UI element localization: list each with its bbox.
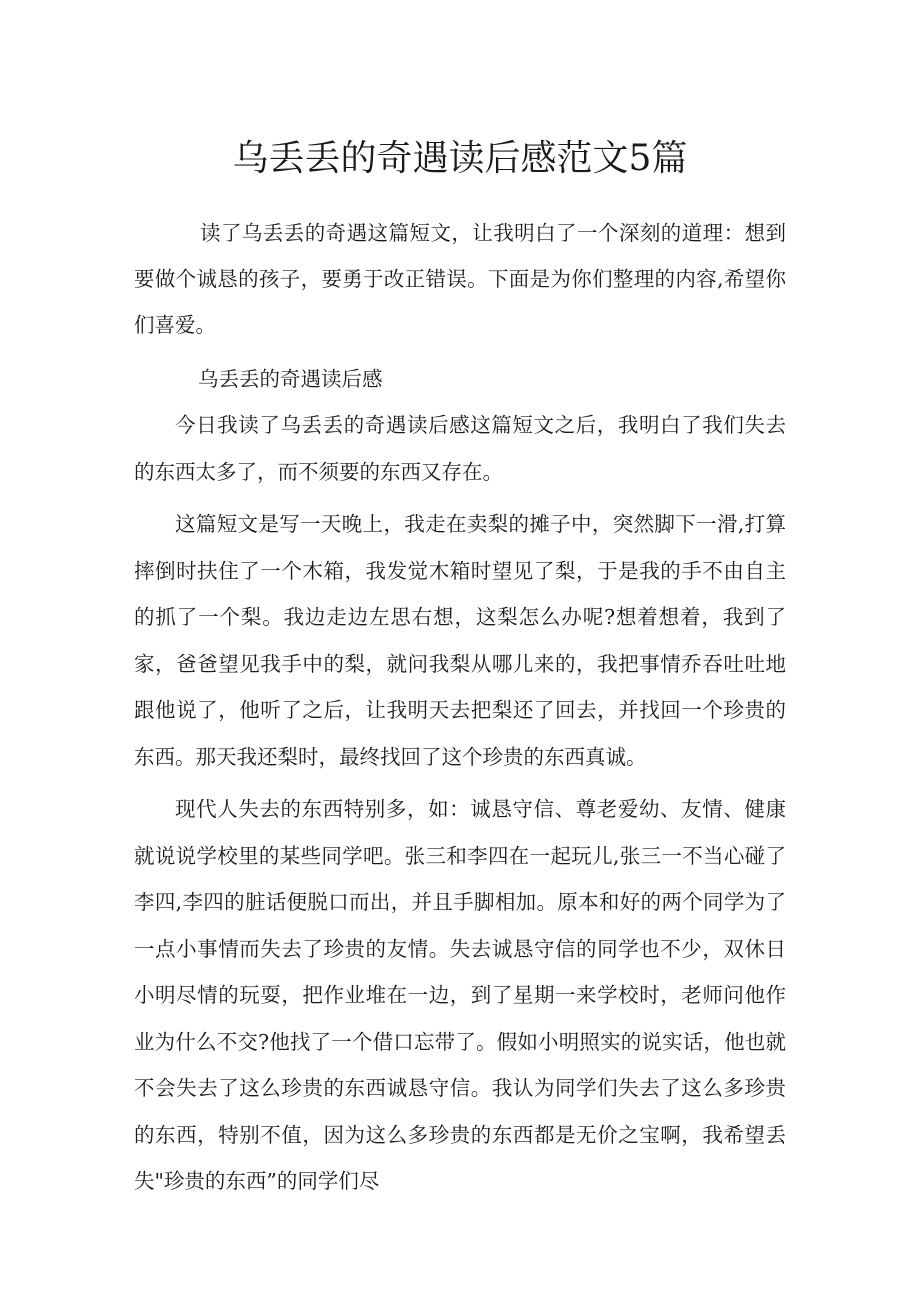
intro-paragraph: 读了乌丢丢的奇遇这篇短文，让我明白了一个深刻的道理：想到要做个诚恳的孩子，要勇于改正错误。下面是为你们整理的内容,希望你们喜爱。 (134, 221, 786, 337)
body-paragraph-2: 这篇短文是写一天晚上，我走在卖梨的摊子中，突然脚下一滑,打算摔倒时扶住了一个木箱，我发觉木箱时望见了梨，于是我的手不由自主的抓了一个梨。我边走边左思右想，这梨怎么办呢?想着想着，我到了家，爸爸望见我手中的梨，就问我梨从哪儿来的，我把事情乔吞吐吐地跟他说了，他听了之后，让我明天去把梨还了回去，并找回一个珍贵的东西。那天我还梨时，最终找回了这个珍贵的东西真诚。 (134, 512, 786, 769)
body-paragraph-1: 今日我读了乌丢丢的奇遇读后感这篇短文之后，我明白了我们失去的东西太多了，而不须要的东西又存在。 (134, 413, 786, 484)
body-paragraph-3: 现代人失去的东西特别多，如：诚恳守信、尊老爱幼、友情、健康就说说学校里的某些同学吧。张三和李四在一起玩儿,张三一不当心碰了李四,李四的脏话便脱口而出，并且手脚相加。原本和好的两个同学为了一点小事情而失去了珍贵的友情。失去诚恳守信的同学也不少，双休日小明尽情的玩耍，把作业堆在一边，到了星期一来学校时，老师问他作业为什么不交?他找了一个借口忘带了。假如小明照实的说实话，他也就不会失去了这么珍贵的东西诚恳守信。我认为同学们失去了这么多珍贵的东西，特别不值，因为这么多珍贵的东西都是无价之宝啊，我希望丢失"珍贵的东西”的同学们尽 (134, 797, 786, 1193)
section-heading: 乌丢丢的奇遇读后感 (198, 367, 383, 391)
page-title: 乌丢丢的奇遇读后感范文5篇 (232, 138, 688, 179)
